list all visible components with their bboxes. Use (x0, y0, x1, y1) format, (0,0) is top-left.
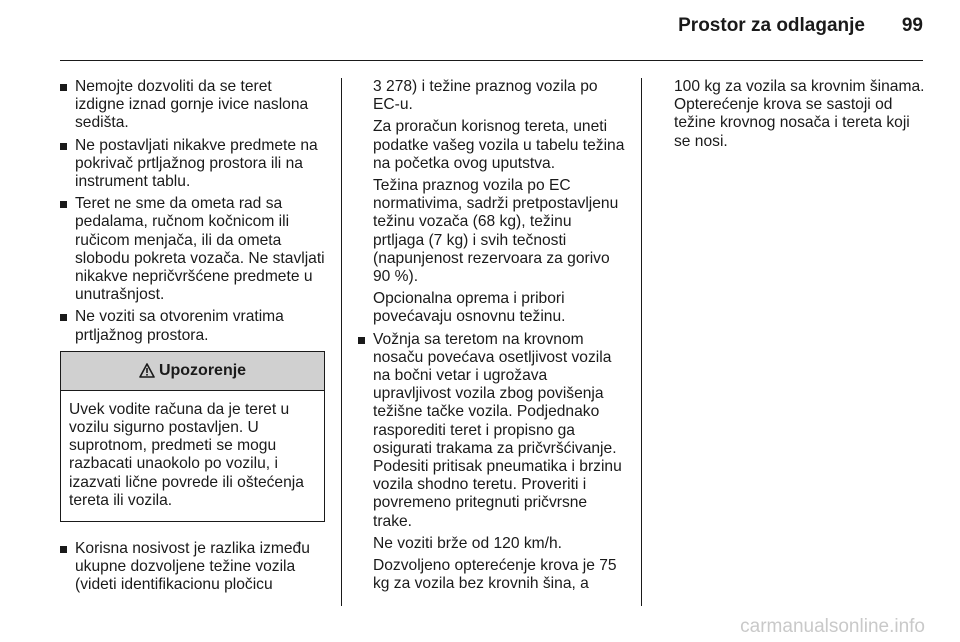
page-title: Prostor za odlaganje (678, 15, 865, 36)
bullet-square-icon (60, 314, 67, 321)
paragraph: Za proračun korisnog tereta, uneti podatke vašeg vozila u tabelu težina na početka ovog uputstva. (373, 118, 625, 172)
paragraph: 3 278) i težine praznog vozila po EC-u. (373, 78, 598, 114)
header-divider (60, 60, 923, 61)
warning-box (60, 351, 325, 522)
column-1 (60, 78, 325, 599)
column-divider-2 (641, 78, 642, 606)
bullet-square-icon (60, 84, 67, 91)
list-item: Ne postavljati nikakve predmete na pokrivač prtljažnog prostora ili na instrument tablu. (60, 137, 325, 192)
column-2 (358, 78, 625, 597)
list-item: Vožnja sa teretom na krovnom nosaču povećava osetljivost vozila na bočni vetar i ugrožava upravljivost vozila zbog povišenja težišne tačke vozila. Podjednako rasporediti teret i propisno ga osigurati trakama za pričvršćivanje. Podesiti pritisak pneumatika i brzinu vozila shodno teretu. Proveriti i povremeno pritegnuti pričvrsne trake. (358, 331, 625, 531)
paragraph: Dozvoljeno opterećenje krova je 75 kg za vozila bez krovnih šina, a (373, 557, 617, 593)
paragraph: Opcionalna oprema i pribori povećavaju osnovnu težinu. (373, 290, 566, 326)
bullet-square-icon (60, 201, 67, 208)
paragraph: Ne voziti brže od 120 km/h. (373, 534, 562, 552)
page-number: 99 (901, 15, 923, 36)
bullet-square-icon (60, 546, 67, 553)
bullet-square-icon (60, 143, 67, 150)
paragraph: Težina praznog vozila po EC normativima, sadrži pretpostavljenu težinu vozača (68 kg), težinu prtljaga (7 kg) i svih tečnosti (napunjenost rezervoara za gorivo 90 %). (373, 177, 619, 286)
warning-title: Upozorenje (158, 361, 247, 379)
reference-arrow-icon: 3 (373, 78, 382, 95)
list-item: Teret ne sme da ometa rad sa pedalama, ručnom kočnicom ili ručicom menjača, ili da ometa slobodu pokreta vozača. Ne stavljati nikakve nepričvršćene predmete u unutrašnjost. (60, 195, 325, 304)
bullet-square-icon (358, 337, 365, 344)
list-item: Nemojte dozvoliti da se teret izdigne iznad gornje ivice naslona sedišta. (60, 78, 325, 133)
column-divider-1 (341, 78, 342, 606)
list-item: Ne voziti sa otvorenim vratima prtljažnog prostora. (60, 308, 325, 344)
column-3 (674, 78, 929, 155)
warning-text: Uvek vodite računa da je teret u vozilu sigurno postavljen. U suprotnom, predmeti se mogu razbacati unaokolo po vozilu, i izazvati lične povrede ili oštećenja tereta ili vozila. (69, 400, 304, 509)
paragraph: 100 kg za vozila sa krovnim šinama. Opterećenje krova se sastoji od težine krovnog nosača i tereta koji se nosi. (674, 78, 925, 150)
list-item: Korisna nosivost je razlika između ukupne dozvoljene težine vozila (videti identifikacionu pločicu (60, 540, 325, 595)
warning-header (61, 352, 324, 391)
warning-triangle-icon (139, 363, 155, 378)
watermark: carmanualsonline.info (740, 616, 925, 637)
